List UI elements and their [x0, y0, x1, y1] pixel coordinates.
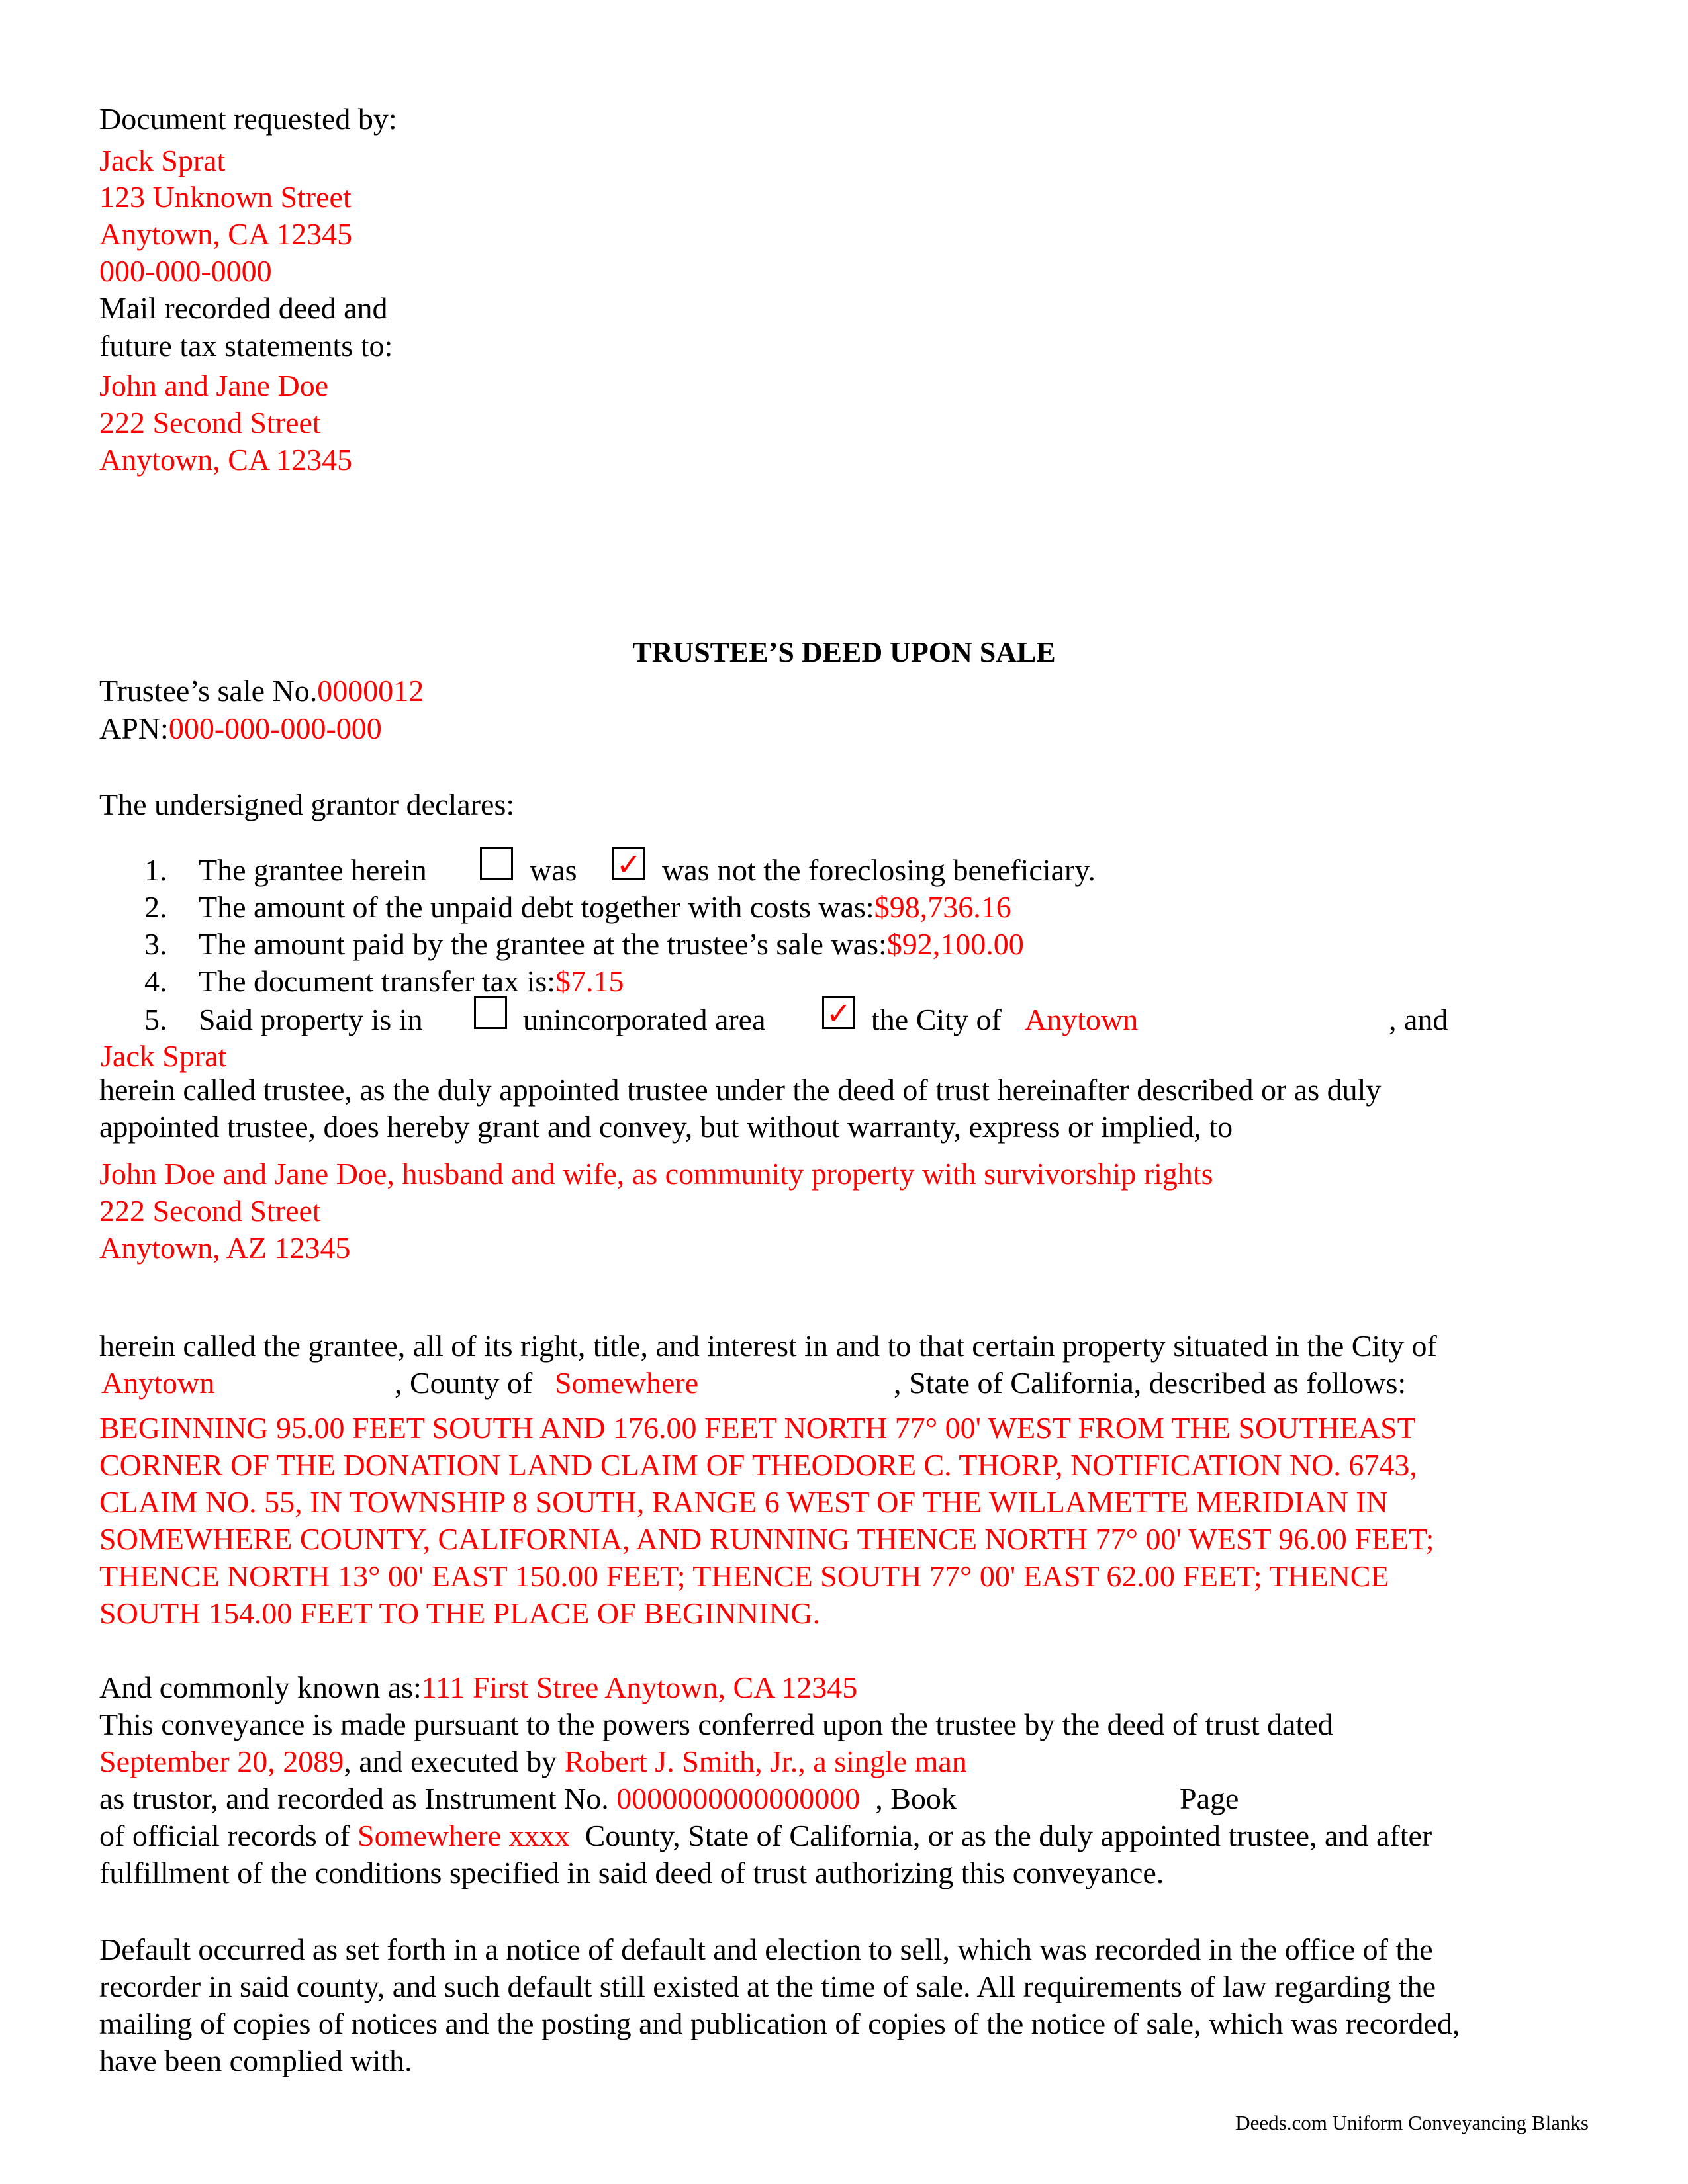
check-mark-icon: ✓	[825, 995, 852, 1031]
default-para-line-4: have been complied with.	[99, 2044, 412, 2077]
mail-label-1: Mail recorded deed and	[99, 291, 388, 325]
sale-no-label: Trustee’s sale No.	[99, 674, 318, 707]
mail-to-street: 222 Second Street	[99, 406, 321, 439]
records-county: Somewhere xxxx	[357, 1819, 570, 1852]
item-2-value: $98,736.16	[874, 890, 1011, 924]
item-4-value: $7.15	[555, 964, 624, 998]
legal-description-line: CORNER OF THE DONATION LAND CLAIM OF THEODORE C. THORP, NOTIFICATION NO. 6743,	[99, 1448, 1417, 1482]
item-1-was-not-checkbox[interactable]	[612, 847, 645, 880]
known-as-line	[99, 1669, 857, 1706]
state-label: , State of California, described as follows:	[894, 1366, 1407, 1400]
county-value: Somewhere	[555, 1366, 699, 1400]
county-label: , County of	[395, 1366, 533, 1400]
conveyance-line-4	[99, 1817, 1432, 1854]
item-2-text: The amount of the unpaid debt together with costs was:	[199, 890, 874, 924]
apn-value: 000-000-000-000	[168, 711, 382, 745]
item-5-city-checkbox[interactable]	[822, 996, 855, 1029]
item-3-value: $92,100.00	[886, 927, 1024, 961]
item-2-number: 2.	[144, 890, 167, 924]
grantee-city: Anytown, AZ 12345	[99, 1231, 351, 1265]
item-4-number: 4.	[144, 964, 167, 998]
item-3-line	[199, 926, 1024, 963]
trustee-para-line-1: herein called trustee, as the duly appointed trustee under the deed of trust hereinafter described or as duly	[99, 1073, 1382, 1107]
apn-line	[99, 710, 382, 747]
declares-text: The undersigned grantor declares:	[99, 788, 515, 821]
item-4-text: The document transfer tax is:	[199, 964, 556, 998]
mail-to-city: Anytown, CA 12345	[99, 443, 353, 477]
requested-by-label: Document requested by:	[99, 102, 397, 136]
item-5-city-label: the City of	[871, 1003, 1002, 1036]
item-5-city-value: Anytown	[1025, 1003, 1139, 1036]
item-3-number: 3.	[144, 927, 167, 961]
requester-name: Jack Sprat	[99, 144, 226, 177]
check-mark-icon: ✓	[616, 846, 642, 882]
conveyance-line-1: This conveyance is made pursuant to the powers conferred upon the trustee by the deed of trust dated	[99, 1707, 1333, 1741]
situated-city: Anytown	[101, 1366, 215, 1400]
trustor-name: Robert J. Smith, Jr., a single man	[564, 1745, 967, 1778]
default-para-line-3: mailing of copies of notices and the posting and publication of copies of the notice of sale, which was recorded,	[99, 2007, 1460, 2040]
conveyance-line-5: fulfillment of the conditions specified in said deed of trust authorizing this conveyance.	[99, 1856, 1164, 1889]
recorded-label: as trustor, and recorded as Instrument No.	[99, 1782, 609, 1815]
default-para-line-1: Default occurred as set forth in a notice of default and election to sell, which was recorded in the office of the	[99, 1933, 1433, 1966]
legal-description-line: THENCE NORTH 13° 00' EAST 150.00 FEET; THENCE SOUTH 77° 00' EAST 62.00 FEET; THENCE	[99, 1559, 1389, 1593]
footer-credit: Deeds.com Uniform Conveyancing Blanks	[1235, 2111, 1589, 2134]
item-1-text: The grantee herein	[199, 853, 427, 887]
legal-description-line: SOUTH 154.00 FEET TO THE PLACE OF BEGINNING.	[99, 1596, 821, 1630]
conveyance-line-3	[99, 1780, 957, 1817]
legal-description-line: SOMEWHERE COUNTY, CALIFORNIA, AND RUNNING THENCE NORTH 77° 00' WEST 96.00 FEET;	[99, 1522, 1434, 1556]
requester-phone: 000-000-0000	[99, 254, 272, 288]
book-label: , Book	[875, 1782, 957, 1815]
item-5-suffix: , and	[1389, 1003, 1448, 1036]
apn-label: APN:	[99, 711, 169, 745]
item-4-line	[199, 963, 624, 1000]
executed-by-label: , and executed by	[344, 1745, 557, 1778]
document-title: TRUSTEE’S DEED UPON SALE	[632, 636, 1056, 668]
item-2-line	[199, 889, 1011, 926]
requester-street: 123 Unknown Street	[99, 180, 352, 214]
deed-date: September 20, 2089	[99, 1745, 344, 1778]
default-para-line-2: recorder in said county, and such default still existed at the time of sale. All requirements of law regarding the	[99, 1970, 1436, 2003]
mail-to-name: John and Jane Doe	[99, 369, 329, 402]
known-as-label: And commonly known as:	[99, 1670, 422, 1704]
requester-city: Anytown, CA 12345	[99, 217, 353, 251]
item-1-was-checkbox[interactable]	[480, 847, 513, 880]
item-5-unincorporated-label: unincorporated area	[523, 1003, 766, 1036]
conveyance-line-2	[99, 1743, 967, 1780]
grantee-street: 222 Second Street	[99, 1194, 321, 1228]
item-5-number: 5.	[144, 1003, 167, 1036]
known-as-value: 111 First Stree Anytown, CA 12345	[421, 1670, 858, 1704]
trustee-para-line-2: appointed trustee, does hereby grant and convey, but without warranty, express or implied, to	[99, 1110, 1233, 1144]
legal-description-line: BEGINNING 95.00 FEET SOUTH AND 176.00 FEET NORTH 77° 00' WEST FROM THE SOUTHEAST	[99, 1411, 1416, 1445]
item-1-was-not-label: was not the foreclosing beneficiary.	[662, 853, 1096, 887]
page-label: Page	[1180, 1782, 1239, 1815]
item-5-unincorporated-checkbox[interactable]	[474, 996, 507, 1029]
sale-no-value: 0000012	[317, 674, 424, 707]
grantee-name: John Doe and Jane Doe, husband and wife, as community property with survivorship rights	[99, 1157, 1213, 1191]
item-1-was-label: was	[530, 853, 577, 887]
item-1-number: 1.	[144, 853, 167, 887]
trustee-name: Jack Sprat	[101, 1039, 227, 1073]
legal-description-line: CLAIM NO. 55, IN TOWNSHIP 8 SOUTH, RANGE 6 WEST OF THE WILLAMETTE MERIDIAN IN	[99, 1485, 1388, 1519]
item-5-text: Said property is in	[199, 1003, 423, 1036]
instrument-number: 0000000000000000	[616, 1782, 861, 1815]
item-3-text: The amount paid by the grantee at the trustee’s sale was:	[199, 927, 887, 961]
mail-label-2: future tax statements to:	[99, 329, 393, 363]
situated-line-1: herein called the grantee, all of its right, title, and interest in and to that certain property situated in the City of	[99, 1329, 1437, 1363]
records-label: of official records of	[99, 1819, 350, 1852]
records-rest: County, State of California, or as the duly appointed trustee, and after	[585, 1819, 1432, 1852]
sale-no-line	[99, 672, 424, 709]
